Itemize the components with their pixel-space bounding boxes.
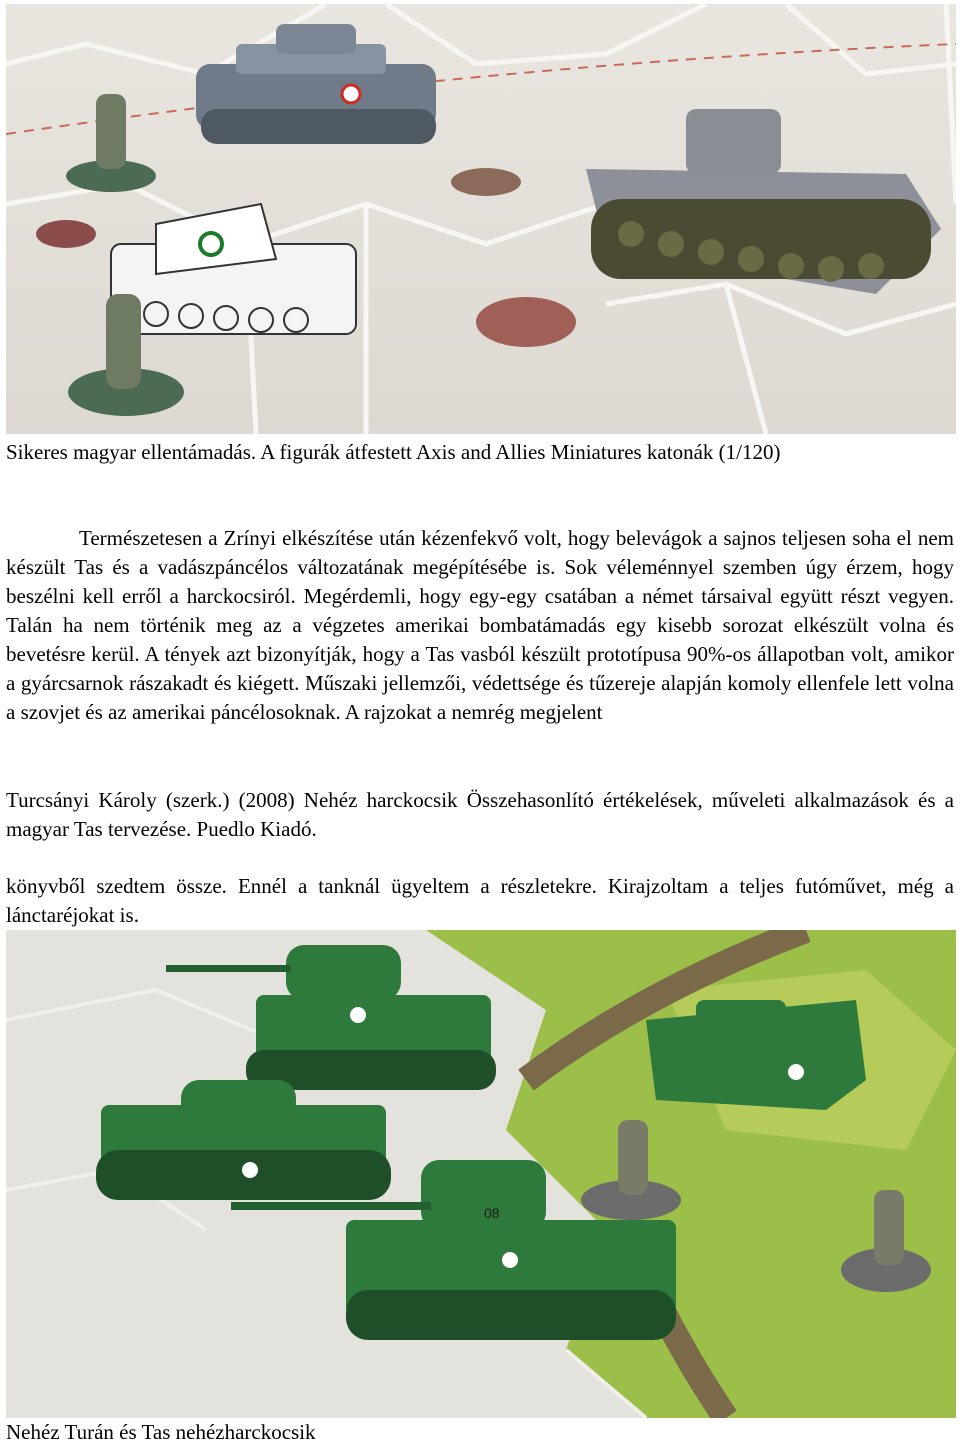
photo-top-illustration xyxy=(6,4,956,434)
reference-citation: Turcsányi Károly (szerk.) (2008) Nehéz harckocsik Összehasonlító értékelések, műveleti alkalmazások és a magyar Tas tervezése. Puedlo Kiadó. xyxy=(6,788,954,841)
turret-number: 08 xyxy=(484,1205,500,1221)
caption-bottom: Nehéz Turán és Tas nehézharckocsik xyxy=(6,1420,316,1444)
paragraph-main: Természetesen a Zrínyi elkészítése után kézenfekvő volt, hogy belevágok a sajnos teljesen soha el nem készült Tas és a vadászpáncélos változatának megépítésébe is. Sok véleménnyel szemben úgy érzem, hogy beszélni kell erről a harckocsiról. Megérdemli, hogy egy-egy csatában a német társaival együtt részt vegyen. Talán ha nem történik meg az a végzetes amerikai bombatámadás egy kisebb sorozat elkészült volna és bevetésre kerül. A tények azt bizonyítják, hogy a Tas vasból készült prototípusa 90%-os állapotban volt, amikor a gyárcsarnok rászakadt és kiégett. Műszaki jellemzői, védettsége és tűzereje alapján komoly ellenfele lett volna a szovjet és az amerikai páncélosoknak. A rajzokat a nemrég megjelent xyxy=(6,526,954,724)
photo-top xyxy=(6,4,956,434)
caption-top: Sikeres magyar ellentámadás. A figurák átfestett Axis and Allies Miniatures katonák (1/120) xyxy=(6,440,781,464)
paragraph-after: könyvből szedtem össze. Ennél a tanknál ügyeltem a részletekre. Kirajzoltam a teljes futóművet, még a lánctaréjokat is. xyxy=(6,874,954,927)
photo-bottom xyxy=(6,930,956,1418)
photo-bottom-illustration xyxy=(6,930,956,1418)
